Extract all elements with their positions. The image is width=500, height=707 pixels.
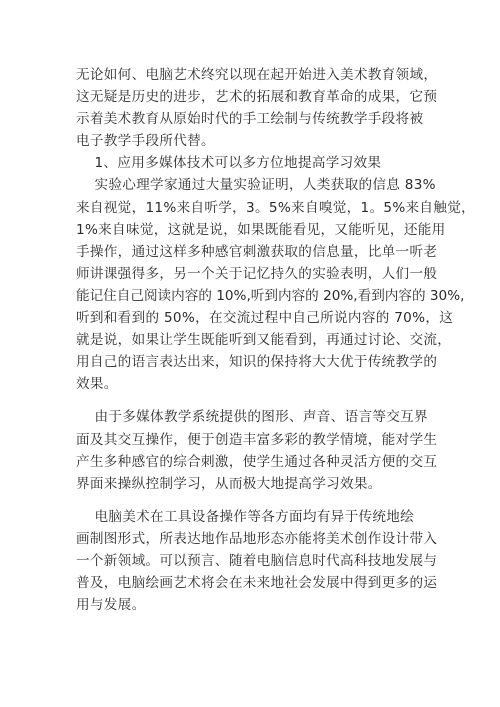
text-line: 能记住自己阅读内容的 10%,听到内容的 20%,看到内容的 30%, [76,287,465,304]
text-line: 产生多种感官的综合刺激，使学生通过各种灵活方便的交互 [76,453,438,470]
text-line: 界面来操纵控制学习，从而极大地提高学习效果。 [76,475,382,492]
paragraph [76,506,438,616]
text-line: 由于多媒体教学系统提供的图形、声音、语言等交互界 [76,409,428,426]
text-line: 就是说，如果让学生既能听到又能看到，再通过讨论、交流， [76,332,452,349]
text-line: 普及，电脑绘画艺术将会在未来地社会发展中得到更多的运 [76,575,438,592]
text-line: 面及其交互操作，便于创造丰富多彩的教学情境，能对学生 [76,431,438,448]
text-line: 来自视觉，11%来自听学，3。5%来自嗅觉，1。5%来自触觉， [76,199,476,216]
text-line: 这无疑是历史的进步，艺术的拓展和教育革命的成果，它预 [76,89,438,106]
text-line: 示着美术教育从原始时代的手工绘制与传统教学手段将被 [76,111,424,128]
paragraph [76,174,476,395]
text-line: 画制图形式，所表达地作品地形态亦能将美术创作设计带入 [76,530,438,547]
text-line: 听到和看到的 50%，在交流过程中自己所说内容的 70%，这 [76,310,454,327]
text-line: 用自己的语言表达出来，知识的保持将大大优于传统教学的 [76,354,438,371]
text-line: 手操作，通过这样多种感官刺激获取的信息量，比单一听老 [76,243,438,260]
text-line: 无论如何、电脑艺术终究以现在起开始进入美术教育领域， [76,67,438,83]
text-line: 电子教学手段所代替。 [76,133,215,150]
section-heading [76,152,438,174]
text-line: 一个新领域。可以预言、随着电脑信息时代高科技地发展与 [76,552,438,569]
text-line: 用与发展。 [76,597,146,614]
text-line: 师讲课强得多，另一个关于记忆持久的实验表明，人们一般 [76,265,438,282]
heading-line: 1、应用多媒体技术可以多方位地提高学习效果 [76,155,382,172]
paragraph [76,64,438,152]
paragraph-gap [76,395,438,406]
text-line: 实验心理学家通过大量实验证明，人类获取的信息 83% [76,177,436,194]
text-line: 电脑美术在工具设备操作等各方面均有异于传统地绘 [76,508,415,525]
paragraph-gap [76,495,438,506]
text-line: 1%来自味觉，这就是说，如果既能看见，又能听见，还能用 [76,221,446,238]
text-line: 效果。 [76,376,118,393]
paragraph [76,406,438,494]
